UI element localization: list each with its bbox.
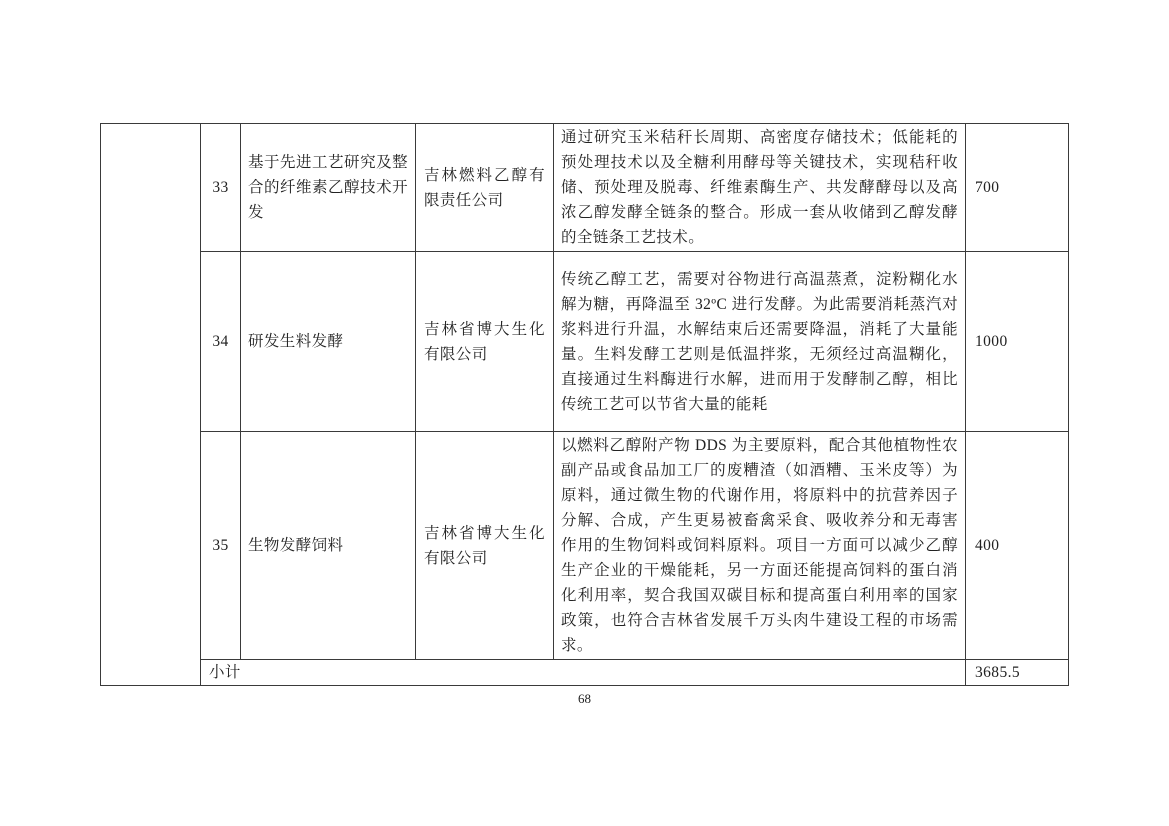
amount-cell: 700 [966, 124, 1069, 252]
row-number-cell: 35 [201, 432, 241, 660]
project-name-cell: 生物发酵饲料 [241, 432, 416, 660]
company-cell: 吉林燃料乙醇有限责任公司 [416, 124, 554, 252]
page-number: 68 [578, 691, 591, 706]
table-row [101, 252, 1069, 432]
amount-cell: 400 [966, 432, 1069, 660]
category-cell [101, 124, 201, 686]
project-name-cell: 基于先进工艺研究及整合的纤维素乙醇技术开发 [241, 124, 416, 252]
description-cell: 传统乙醇工艺，需要对谷物进行高温蒸煮，淀粉糊化水解为糖，再降温至 32ºC 进行发酵。为此需要消耗蒸汽对浆料进行升温，水解结束后还需要降温，消耗了大量能量。生料发酵工艺则是低温拌浆，无须经过高温糊化，直接通过生料酶进行水解，进而用于发酵制乙醇，相比传统工艺可以节省大量的能耗 [554, 252, 966, 432]
description-cell: 以燃料乙醇附产物 DDS 为主要原料，配合其他植物性农副产品或食品加工厂的废糟渣（如酒糟、玉米皮等）为原料，通过微生物的代谢作用，将原料中的抗营养因子分解、合成，产生更易被畜禽采食、吸收养分和无毒害作用的生物饲料或饲料原料。项目一方面可以减少乙醇生产企业的干燥能耗，另一方面还能提高饲料的蛋白消化利用率，契合我国双碳目标和提高蛋白利用率的国家政策，也符合吉林省发展千万头肉牛建设工程的市场需求。 [554, 432, 966, 660]
company-cell: 吉林省博大生化有限公司 [416, 252, 554, 432]
row-number-cell: 34 [201, 252, 241, 432]
table-row [101, 124, 1069, 252]
table-row [101, 432, 1069, 660]
project-name-cell: 研发生料发酵 [241, 252, 416, 432]
subtotal-label-cell: 小计 [201, 660, 966, 686]
subtotal-amount-cell: 3685.5 [966, 660, 1069, 686]
projects-table [100, 123, 1069, 686]
company-cell: 吉林省博大生化有限公司 [416, 432, 554, 660]
amount-cell: 1000 [966, 252, 1069, 432]
description-cell: 通过研究玉米秸秆长周期、高密度存储技术；低能耗的预处理技术以及全糖利用酵母等关键技术，实现秸秆收储、预处理及脱毒、纤维素酶生产、共发酵酵母以及高浓乙醇发酵全链条的整合。形成一套从收储到乙醇发酵的全链条工艺技术。 [554, 124, 966, 252]
subtotal-row [101, 660, 1069, 686]
row-number-cell: 33 [201, 124, 241, 252]
